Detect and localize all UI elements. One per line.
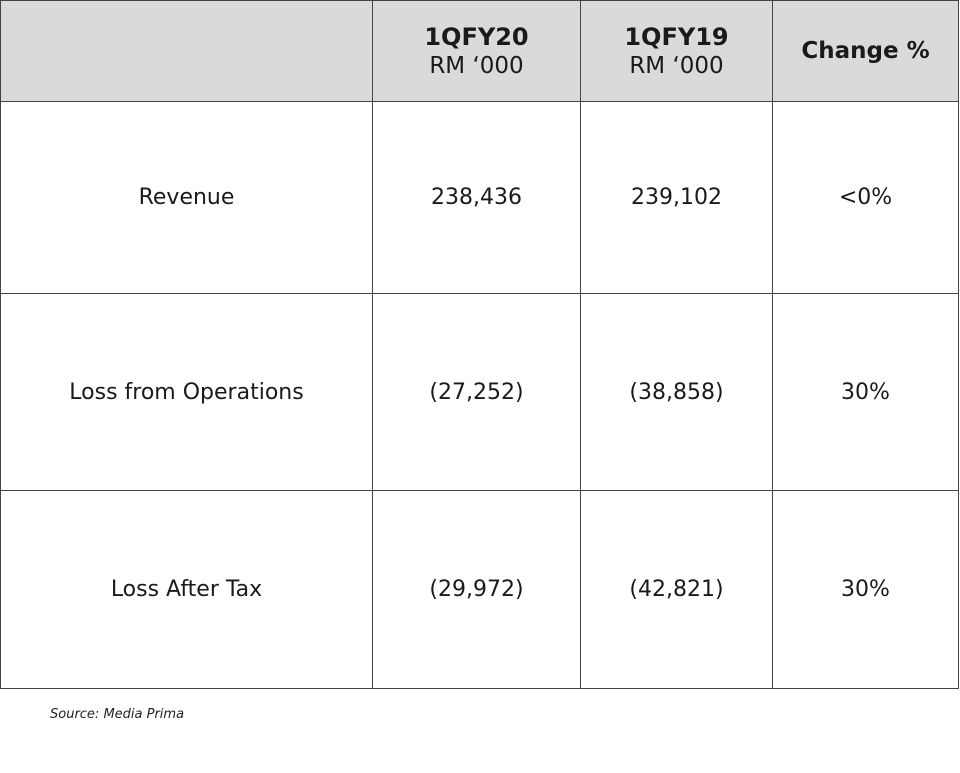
cell-loss-operations-1qfy20: (27,252) [373,294,581,491]
header-empty-cell [1,1,373,102]
table-row [1,294,959,491]
source-note: Source: Media Prima [50,707,185,722]
cell-loss-operations-change: 30% [773,294,959,491]
header-1qfy19-label: 1QFY19 [624,23,729,51]
header-1qfy19 [581,1,773,102]
table-row [1,491,959,689]
header-1qfy19-unit: RM ‘000 [629,53,724,79]
cell-revenue-change: <0% [773,102,959,294]
cell-loss-operations-1qfy19: (38,858) [581,294,773,491]
cell-revenue-1qfy19: 239,102 [581,102,773,294]
header-1qfy20-label: 1QFY20 [424,23,529,51]
cell-loss-after-tax-1qfy20: (29,972) [373,491,581,689]
row-label-loss-from-operations: Loss from Operations [1,294,373,491]
table-row [1,102,959,294]
header-1qfy20 [373,1,581,102]
header-change-label: Change % [801,38,930,64]
row-label-loss-after-tax: Loss After Tax [1,491,373,689]
header-1qfy20-unit: RM ‘000 [429,53,524,79]
row-label-revenue: Revenue [1,102,373,294]
cell-loss-after-tax-1qfy19: (42,821) [581,491,773,689]
cell-loss-after-tax-change: 30% [773,491,959,689]
header-change [773,1,959,102]
cell-revenue-1qfy20: 238,436 [373,102,581,294]
table-header-row [1,1,959,102]
